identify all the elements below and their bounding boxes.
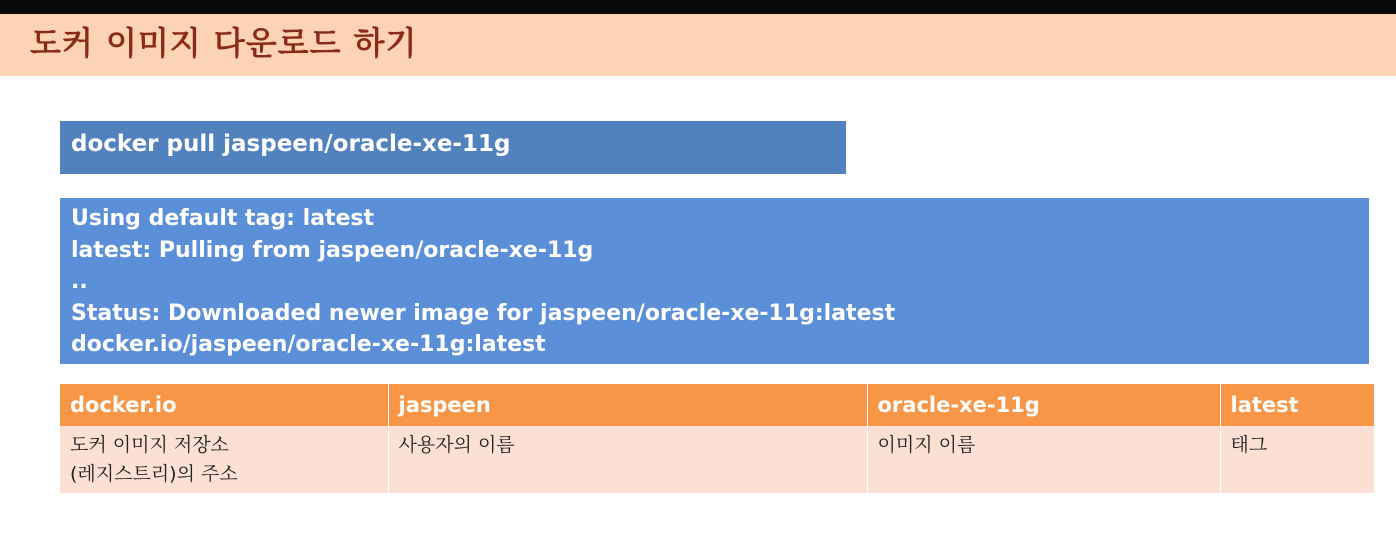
- cell-line: 태그: [1230, 434, 1268, 456]
- cell-registry-description: [60, 426, 388, 493]
- cell-image-description: [867, 426, 1220, 493]
- output-line: Using default tag: latest: [71, 206, 375, 231]
- top-black-bar: [0, 0, 1396, 14]
- header-image: oracle-xe-11g: [867, 384, 1220, 426]
- cell-line: 이미지 이름: [877, 434, 976, 456]
- command-output-box: [60, 198, 1369, 364]
- output-line: latest: Pulling from jaspeen/oracle-xe-11g: [71, 237, 594, 263]
- cell-user-description: [388, 426, 867, 493]
- header-registry: docker.io: [60, 384, 388, 426]
- cell-line: 도커 이미지 저장소: [70, 434, 229, 456]
- header-user: jaspeen: [388, 384, 867, 426]
- table-row: [60, 426, 1374, 493]
- header-tag: latest: [1220, 384, 1374, 426]
- cell-tag-description: [1220, 426, 1374, 493]
- image-name-breakdown-table: [60, 384, 1374, 493]
- cell-line: 사용자의 이름: [398, 434, 515, 456]
- output-line: ..: [71, 269, 88, 294]
- command-box: docker pull jaspeen/oracle-xe-11g: [60, 121, 846, 174]
- cell-line: (레지스트리)의 주소: [70, 463, 238, 485]
- slide-title: 도커 이미지 다운로드 하기: [30, 24, 418, 62]
- table-header-row: [60, 384, 1374, 426]
- output-line: Status: Downloaded newer image for jaspeen/oracle-xe-11g:latest: [71, 300, 896, 326]
- output-line: docker.io/jaspeen/oracle-xe-11g:latest: [71, 332, 546, 357]
